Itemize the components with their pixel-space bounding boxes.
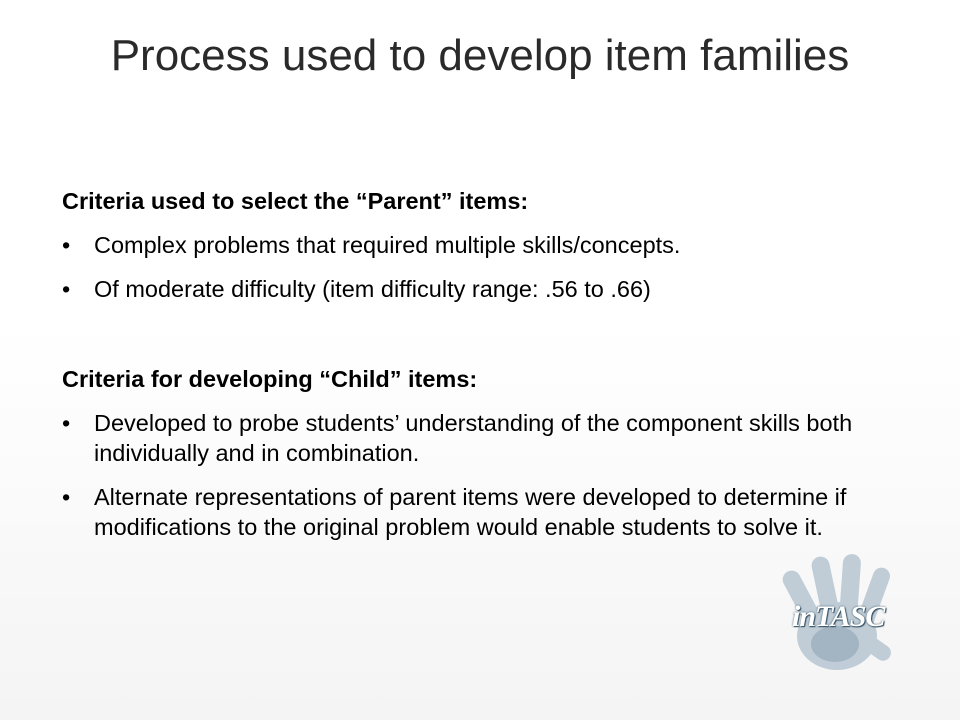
- slide-body: [62, 186, 912, 556]
- bullet-icon: •: [62, 484, 71, 510]
- bullet-icon: •: [62, 232, 71, 258]
- bullet-text: Alternate representations of parent items were developed to determine if modifications to the original problem would enable students to solve it.: [94, 484, 847, 540]
- child-criteria-heading: Criteria for developing “Child” items:: [62, 366, 478, 392]
- list-item: [62, 230, 912, 260]
- list-item: [62, 274, 912, 304]
- logo-text: inTASC: [792, 600, 885, 633]
- section-spacer: [62, 318, 912, 364]
- child-criteria-list: [62, 408, 912, 542]
- parent-criteria-heading: Criteria used to select the “Parent” items:: [62, 188, 529, 214]
- list-item: [62, 482, 912, 542]
- slide-title: Process used to develop item families: [110, 31, 850, 80]
- bullet-icon: •: [62, 276, 71, 302]
- bullet-text: Of moderate difficulty (item difficulty range: .56 to .66): [94, 276, 651, 302]
- bullet-text: Developed to probe students’ understanding of the component skills both individually and in combination.: [94, 410, 853, 466]
- bullet-text: Complex problems that required multiple skills/concepts.: [94, 232, 681, 258]
- parent-criteria-list: [62, 230, 912, 304]
- bullet-icon: •: [62, 410, 71, 436]
- list-item: [62, 408, 912, 468]
